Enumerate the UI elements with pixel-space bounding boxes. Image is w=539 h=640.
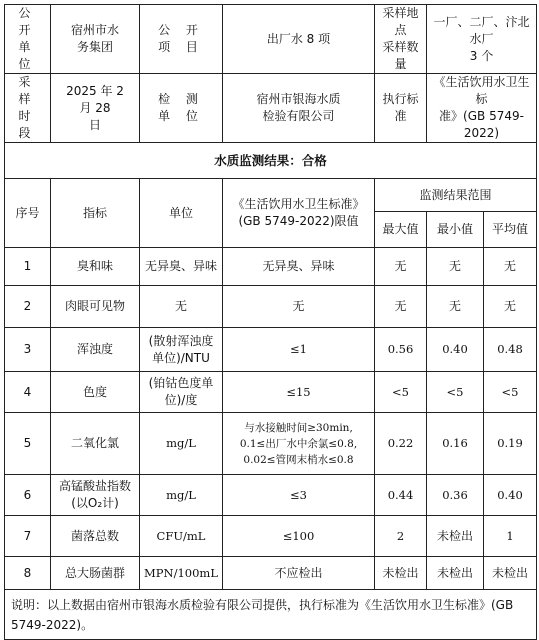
row-limit: ≤100 bbox=[223, 516, 375, 557]
org-value: 宿州市水 务集团 bbox=[51, 5, 140, 74]
row-avg: 无 bbox=[484, 248, 537, 286]
sampling-time-value: 2025 年 2 月 28 日 bbox=[51, 74, 140, 143]
row-no: 2 bbox=[5, 286, 51, 328]
row-avg: <5 bbox=[484, 372, 537, 413]
row-min: 无 bbox=[427, 248, 484, 286]
row-indicator: 总大肠菌群 bbox=[51, 557, 140, 590]
table-row bbox=[5, 248, 537, 286]
row-indicator: 菌落总数 bbox=[51, 516, 140, 557]
row-min: 0.40 bbox=[427, 328, 484, 372]
header-row-1 bbox=[5, 5, 537, 74]
row-no: 8 bbox=[5, 557, 51, 590]
table-row bbox=[5, 372, 537, 413]
row-limit: ≤3 bbox=[223, 475, 375, 516]
row-max: <5 bbox=[375, 372, 427, 413]
row-max: 2 bbox=[375, 516, 427, 557]
table-row bbox=[5, 328, 537, 372]
row-avg: 未检出 bbox=[484, 557, 537, 590]
note-row bbox=[5, 590, 537, 640]
row-avg: 无 bbox=[484, 286, 537, 328]
lab-label: 检 测 单 位 bbox=[140, 74, 223, 143]
standard-value: 《生活饮用水卫生标 准》(GB 5749-2022) bbox=[427, 74, 537, 143]
row-min: 0.36 bbox=[427, 475, 484, 516]
row-no: 7 bbox=[5, 516, 51, 557]
row-max: 无 bbox=[375, 286, 427, 328]
row-max: 无 bbox=[375, 248, 427, 286]
row-no: 5 bbox=[5, 413, 51, 475]
item-value: 出厂水 8 项 bbox=[223, 5, 375, 74]
row-limit: 不应检出 bbox=[223, 557, 375, 590]
row-unit: MPN/100mL bbox=[140, 557, 223, 590]
table-row bbox=[5, 557, 537, 590]
report-table bbox=[4, 4, 537, 640]
row-min: 0.16 bbox=[427, 413, 484, 475]
row-indicator: 浑浊度 bbox=[51, 328, 140, 372]
row-min: 未检出 bbox=[427, 557, 484, 590]
row-unit: (散射浑浊度 单位)/NTU bbox=[140, 328, 223, 372]
row-limit: 无异臭、异味 bbox=[223, 248, 375, 286]
col-header-unit: 单位 bbox=[140, 179, 223, 248]
item-label: 公 开 项 目 bbox=[140, 5, 223, 74]
row-limit: 无 bbox=[223, 286, 375, 328]
col-header-no: 序号 bbox=[5, 179, 51, 248]
standard-label: 执行标准 bbox=[375, 74, 427, 143]
row-min: <5 bbox=[427, 372, 484, 413]
row-max: 0.56 bbox=[375, 328, 427, 372]
col-header-limit: 《生活饮用水卫生标准》 (GB 5749-2022)限值 bbox=[223, 179, 375, 248]
column-header-row-1 bbox=[5, 179, 537, 212]
row-avg: 0.19 bbox=[484, 413, 537, 475]
col-header-range: 监测结果范围 bbox=[375, 179, 537, 212]
row-avg: 1 bbox=[484, 516, 537, 557]
row-indicator: 色度 bbox=[51, 372, 140, 413]
result-title: 水质监测结果：合格 bbox=[5, 143, 537, 179]
row-avg: 0.40 bbox=[484, 475, 537, 516]
row-indicator: 二氧化氯 bbox=[51, 413, 140, 475]
result-title-row bbox=[5, 143, 537, 179]
row-unit: mg/L bbox=[140, 475, 223, 516]
row-unit: 无 bbox=[140, 286, 223, 328]
lab-value: 宿州市银海水质 检验有限公司 bbox=[223, 74, 375, 143]
row-no: 1 bbox=[5, 248, 51, 286]
row-indicator: 肉眼可见物 bbox=[51, 286, 140, 328]
org-label: 公 开 单 位 bbox=[5, 5, 51, 74]
row-max: 0.22 bbox=[375, 413, 427, 475]
row-unit: (铂钴色度单 位)/度 bbox=[140, 372, 223, 413]
row-indicator: 臭和味 bbox=[51, 248, 140, 286]
row-unit: 无异臭、异味 bbox=[140, 248, 223, 286]
row-min: 无 bbox=[427, 286, 484, 328]
row-limit: 与水接触时间≥30min, 0.1≤出厂水中余氯≤0.8, 0.02≤管网末梢水≤0.8 bbox=[223, 413, 375, 475]
row-no: 3 bbox=[5, 328, 51, 372]
header-row-2 bbox=[5, 74, 537, 143]
table-row bbox=[5, 286, 537, 328]
col-header-indicator: 指标 bbox=[51, 179, 140, 248]
row-avg: 0.48 bbox=[484, 328, 537, 372]
row-limit: ≤15 bbox=[223, 372, 375, 413]
table-row bbox=[5, 413, 537, 475]
row-min: 未检出 bbox=[427, 516, 484, 557]
row-unit: CFU/mL bbox=[140, 516, 223, 557]
row-no: 6 bbox=[5, 475, 51, 516]
row-no: 4 bbox=[5, 372, 51, 413]
sampling-time-label: 采 样 时 段 bbox=[5, 74, 51, 143]
footnote: 说明：以上数据由宿州市银海水质检验有限公司提供，执行标准为《生活饮用水卫生标准》(GB 5749-2022)。 bbox=[5, 590, 537, 640]
row-unit: mg/L bbox=[140, 413, 223, 475]
site-label: 采样地点 采样数量 bbox=[375, 5, 427, 74]
col-header-max: 最大值 bbox=[375, 212, 427, 248]
row-limit: ≤1 bbox=[223, 328, 375, 372]
row-indicator: 高锰酸盐指数 (以O₂计) bbox=[51, 475, 140, 516]
col-header-avg: 平均值 bbox=[484, 212, 537, 248]
table-row bbox=[5, 475, 537, 516]
row-max: 0.44 bbox=[375, 475, 427, 516]
row-max: 未检出 bbox=[375, 557, 427, 590]
table-row bbox=[5, 516, 537, 557]
site-value: 一厂、二厂、汴北水厂 3 个 bbox=[427, 5, 537, 74]
col-header-min: 最小值 bbox=[427, 212, 484, 248]
